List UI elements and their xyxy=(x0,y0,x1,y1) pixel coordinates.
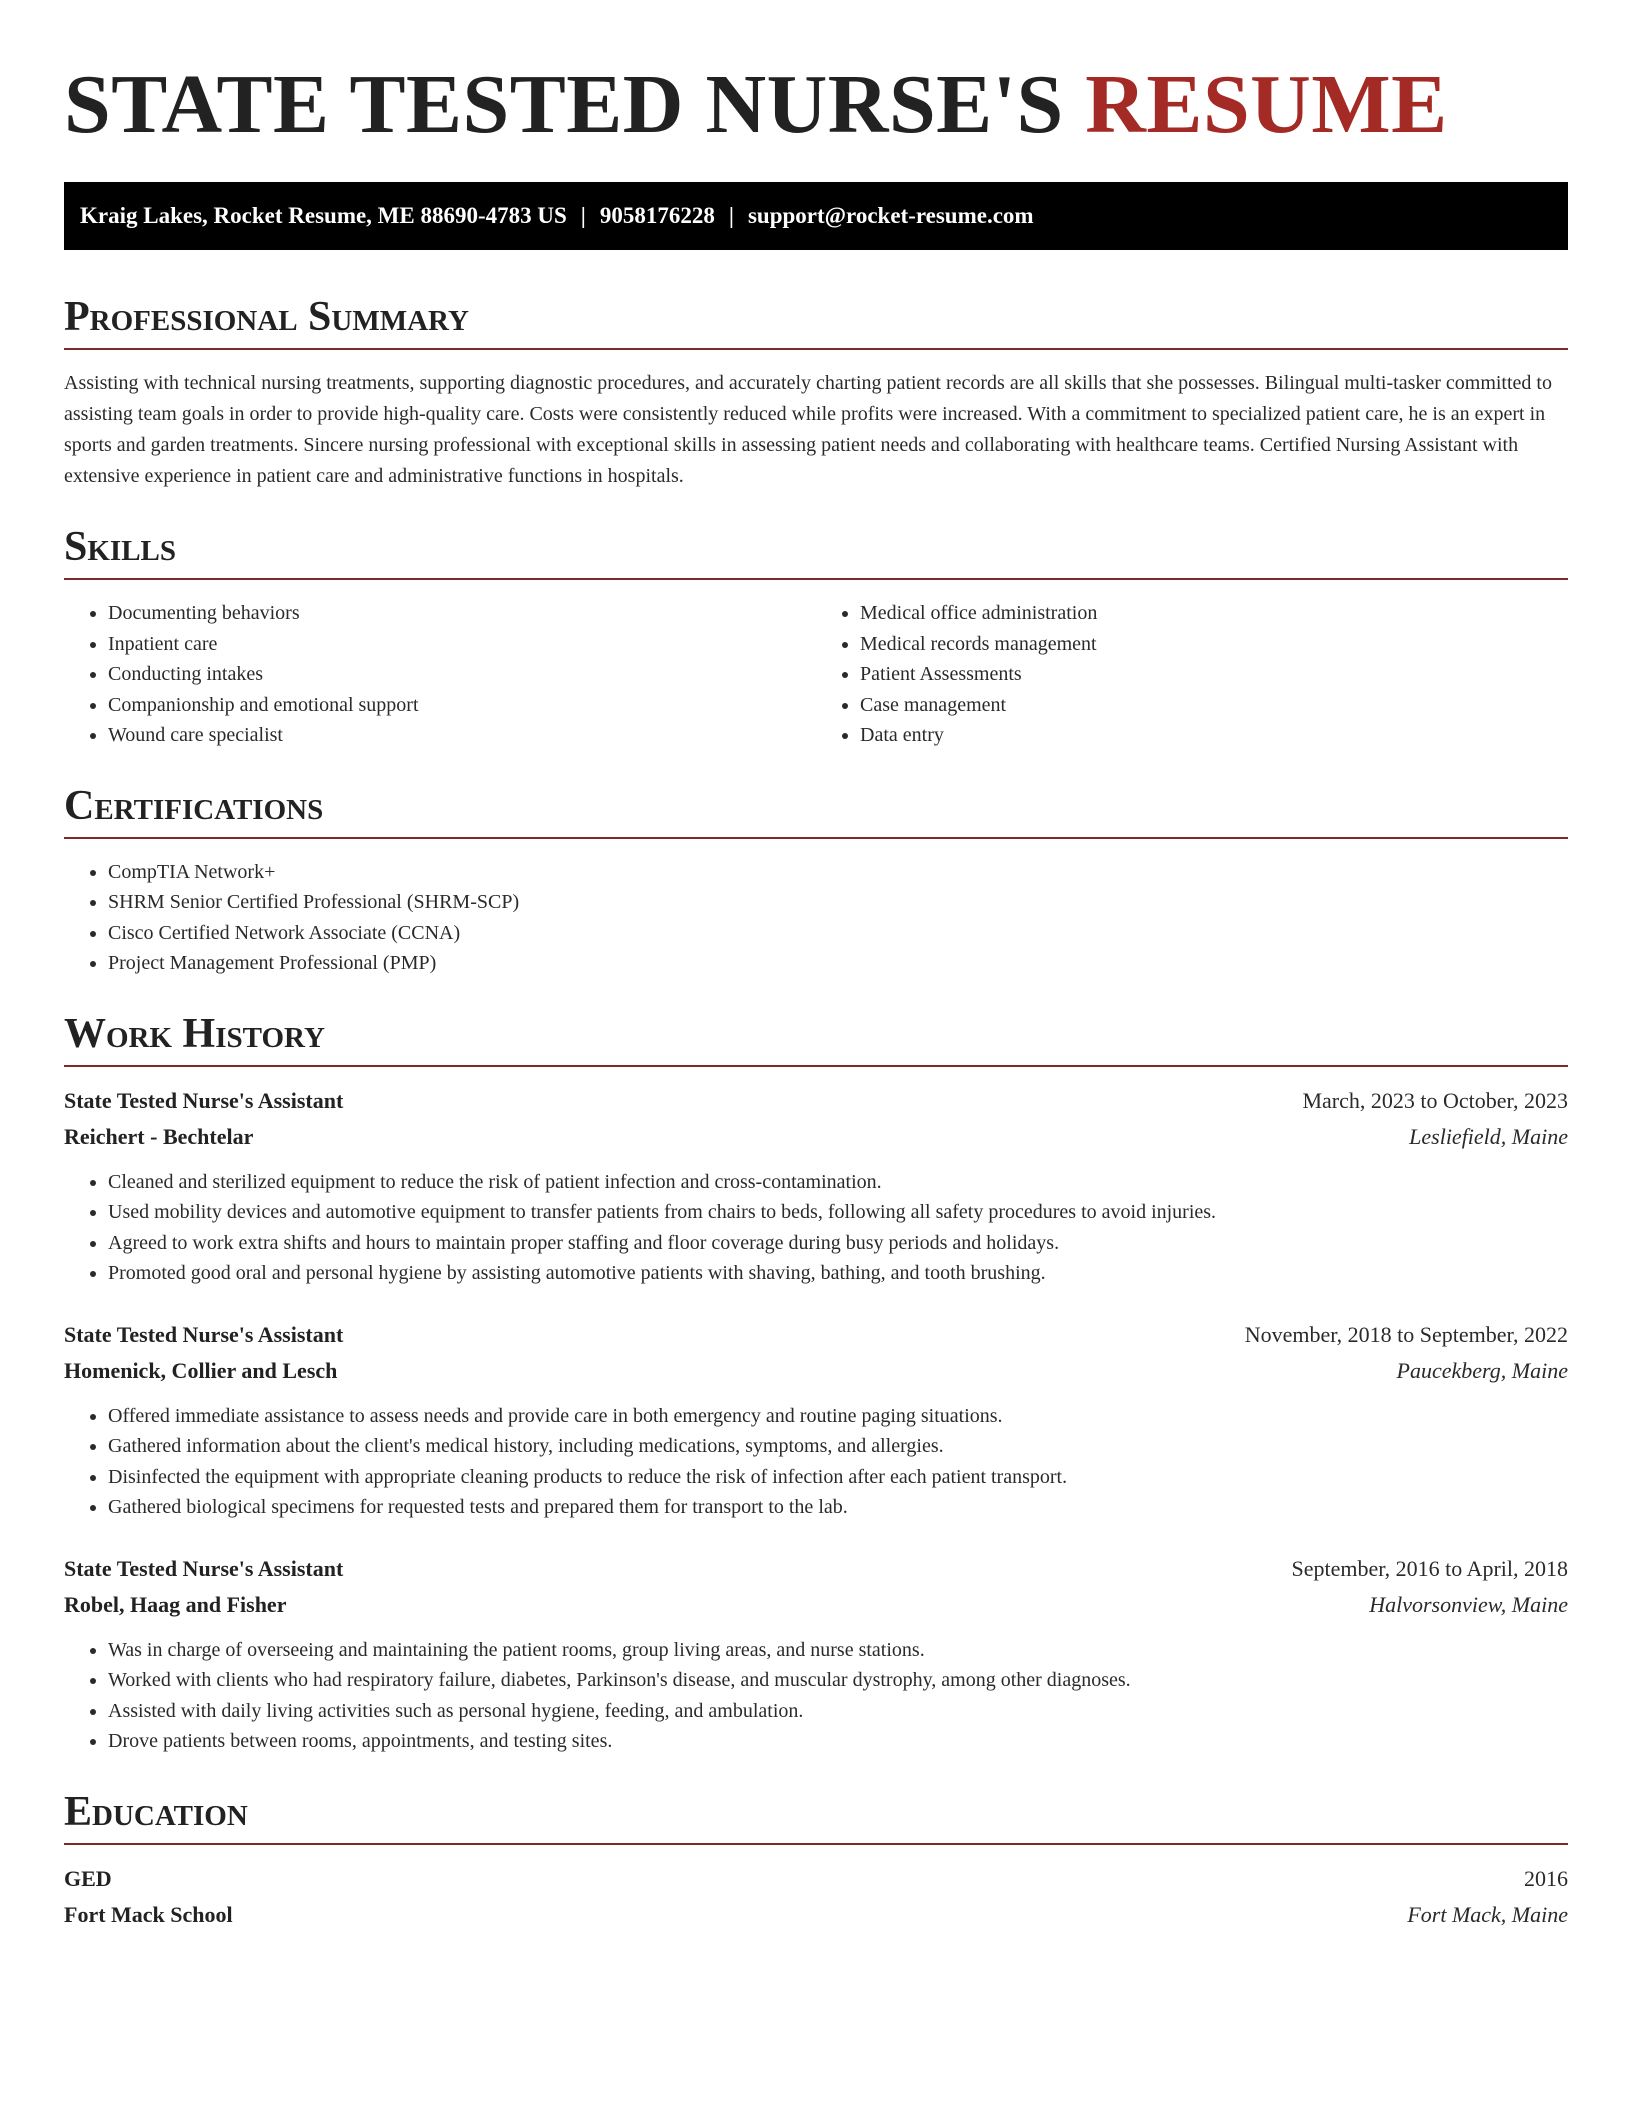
certifications-section xyxy=(64,779,1568,979)
skill-item: • Medical records management xyxy=(860,629,1568,660)
job-dates: March, 2023 to October, 2023 xyxy=(1302,1087,1568,1113)
skill-item: • Companionship and emotional support xyxy=(108,690,816,721)
job-company: Robel, Haag and Fisher xyxy=(64,1591,287,1617)
job-bullets xyxy=(64,1167,1568,1289)
certifications-heading: Certifications xyxy=(64,779,1568,839)
contact-email[interactable]: support@rocket-resume.com xyxy=(747,203,1034,228)
job-header-row xyxy=(64,1317,1568,1353)
title-accent: RESUME xyxy=(1085,58,1448,151)
work-heading: Work History xyxy=(64,1007,1568,1067)
contact-separator: | xyxy=(728,203,734,228)
job-bullet: • Assisted with daily living activities such as personal hygiene, feeding, and ambulation. xyxy=(108,1696,1568,1727)
resume-title xyxy=(64,58,1568,152)
education-degree: GED xyxy=(64,1865,112,1891)
skill-item: • Patient Assessments xyxy=(860,659,1568,690)
certification-item: • CompTIA Network+ xyxy=(108,857,1568,888)
skill-item: • Documenting behaviors xyxy=(108,598,816,629)
contact-bar xyxy=(64,182,1568,250)
job-bullet: • Agreed to work extra shifts and hours to maintain proper staffing and floor coverage during busy periods and holidays. xyxy=(108,1228,1568,1259)
job-header-row xyxy=(64,1083,1568,1119)
job-location: Halvorsonview, Maine xyxy=(1369,1591,1568,1617)
education-location: Fort Mack, Maine xyxy=(1407,1901,1568,1927)
job-entry xyxy=(64,1317,1568,1523)
education-header-row xyxy=(64,1861,1568,1897)
education-section xyxy=(64,1785,1568,1933)
summary-text: Assisting with technical nursing treatments, supporting diagnostic procedures, and accurately charting patient records are all skills that she possesses. Bilingual multi-tasker committed to assisting team goals in order to provide high-quality care. Costs were consistently reduced while profits were increased. With a commitment to specialized patient care, he is an expert in sports and garden treatments. Sincere nursing professional with exceptional skills in assessing patient needs and collaborating with healthcare teams. Certified Nursing Assistant with extensive experience in patient care and administrative functions in hospitals. xyxy=(64,372,1552,487)
contact-separator: | xyxy=(580,203,586,228)
job-bullet: • Cleaned and sterilized equipment to reduce the risk of patient infection and cross-contamination. xyxy=(108,1167,1568,1198)
skills-list-right xyxy=(816,598,1568,751)
skill-item: • Medical office administration xyxy=(860,598,1568,629)
job-location: Lesliefield, Maine xyxy=(1409,1123,1568,1149)
job-dates: September, 2016 to April, 2018 xyxy=(1291,1555,1568,1581)
job-dates: November, 2018 to September, 2022 xyxy=(1244,1321,1568,1347)
job-company-row xyxy=(64,1587,1568,1623)
job-bullet: • Was in charge of overseeing and maintaining the patient rooms, group living areas, and nurse stations. xyxy=(108,1635,1568,1666)
job-location: Paucekberg, Maine xyxy=(1396,1357,1568,1383)
job-bullet: • Gathered biological specimens for requested tests and prepared them for transport to the lab. xyxy=(108,1492,1568,1523)
skills-list-left xyxy=(64,598,816,751)
job-entry xyxy=(64,1083,1568,1289)
job-bullet: • Gathered information about the client's medical history, including medications, symptoms, and allergies. xyxy=(108,1431,1568,1462)
certification-item: • Cisco Certified Network Associate (CCNA) xyxy=(108,918,1568,949)
job-company-row xyxy=(64,1353,1568,1389)
job-bullet: • Disinfected the equipment with appropriate cleaning products to reduce the risk of infection after each patient transport. xyxy=(108,1462,1568,1493)
education-school: Fort Mack School xyxy=(64,1901,233,1927)
skill-item: • Case management xyxy=(860,690,1568,721)
job-bullets xyxy=(64,1401,1568,1523)
skill-item: • Data entry xyxy=(860,720,1568,751)
job-bullet: • Worked with clients who had respiratory failure, diabetes, Parkinson's disease, and muscular dystrophy, among other diagnoses. xyxy=(108,1665,1568,1696)
skill-item: • Wound care specialist xyxy=(108,720,816,751)
skills-heading: Skills xyxy=(64,520,1568,580)
skills-grid xyxy=(64,598,1568,751)
job-header-row xyxy=(64,1551,1568,1587)
certification-item: • Project Management Professional (PMP) xyxy=(108,948,1568,979)
job-company: Homenick, Collier and Lesch xyxy=(64,1357,338,1383)
job-bullet: • Promoted good oral and personal hygiene by assisting automotive patients with shaving, bathing, and tooth brushing. xyxy=(108,1258,1568,1289)
work-section xyxy=(64,1007,1568,1757)
summary-section xyxy=(64,290,1568,492)
certifications-list xyxy=(64,857,1568,979)
skill-item: • Conducting intakes xyxy=(108,659,816,690)
skills-section xyxy=(64,520,1568,751)
job-entry xyxy=(64,1551,1568,1757)
summary-heading: Professional Summary xyxy=(64,290,1568,350)
job-title: State Tested Nurse's Assistant xyxy=(64,1555,344,1581)
job-title: State Tested Nurse's Assistant xyxy=(64,1321,344,1347)
title-main: STATE TESTED NURSE'S xyxy=(64,58,1064,151)
contact-address: Kraig Lakes, Rocket Resume, ME 88690-4783 US xyxy=(80,203,567,228)
job-company-row xyxy=(64,1119,1568,1155)
job-bullet: • Drove patients between rooms, appointments, and testing sites. xyxy=(108,1726,1568,1757)
job-title: State Tested Nurse's Assistant xyxy=(64,1087,344,1113)
certification-item: • SHRM Senior Certified Professional (SHRM-SCP) xyxy=(108,887,1568,918)
education-entry xyxy=(64,1861,1568,1933)
job-bullet: • Used mobility devices and automotive equipment to transfer patients from chairs to beds, following all safety procedures to avoid injuries. xyxy=(108,1197,1568,1228)
education-year: 2016 xyxy=(1524,1865,1568,1891)
education-heading: Education xyxy=(64,1785,1568,1845)
job-company: Reichert - Bechtelar xyxy=(64,1123,254,1149)
job-bullets xyxy=(64,1635,1568,1757)
job-bullet: • Offered immediate assistance to assess needs and provide care in both emergency and routine paging situations. xyxy=(108,1401,1568,1432)
skill-item: • Inpatient care xyxy=(108,629,816,660)
contact-phone[interactable]: 9058176228 xyxy=(599,203,715,228)
education-school-row xyxy=(64,1897,1568,1933)
